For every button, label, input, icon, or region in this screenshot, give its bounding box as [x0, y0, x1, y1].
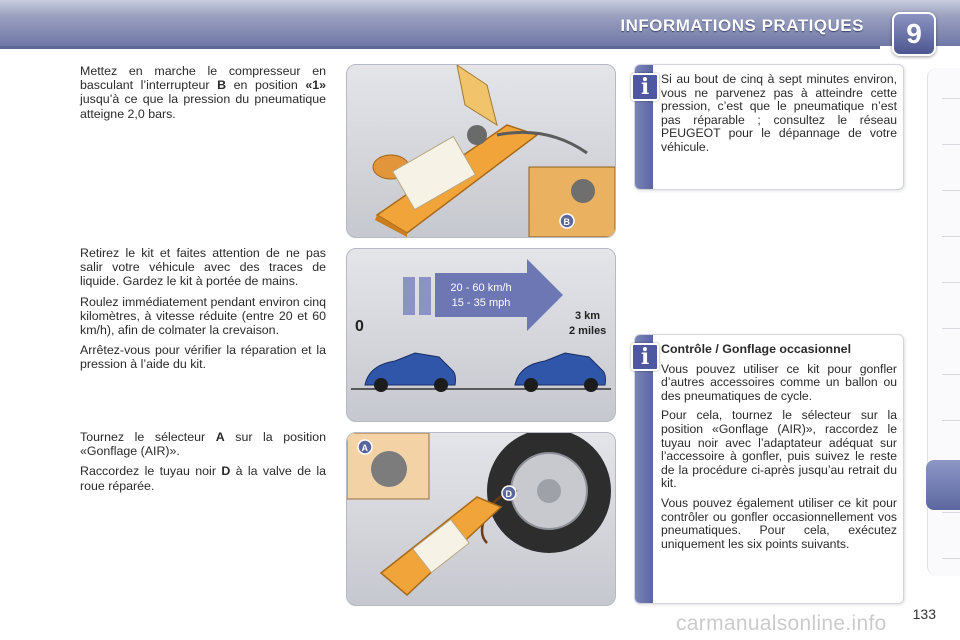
info-icon: i [631, 343, 659, 371]
info-paragraph: Vous pouvez utiliser ce kit pour gonfler d’autres accessoires comme un ballon ou des pneumatiques de cycle. [661, 361, 897, 403]
bullet-text: Mettez en marche le compresseur en basculant l’interrupteur [80, 64, 326, 93]
speed-kmh: 20 - 60 km/h [450, 282, 512, 294]
bullet-text: Tournez le sélecteur [80, 430, 216, 444]
bullet-text: jusqu’à ce que la pression du pneumatique atteigne 2,0 bars. [80, 92, 326, 121]
info-strip [635, 335, 653, 603]
info-text: Si au bout de cinq à sept minutes environ, vous ne parvenez pas à atteindre cette pression, c’est que le pneumatique n’est pas réparable ; consultez le réseau PEUGEOT pour le dépannage de votre véhicule. [661, 72, 897, 154]
bullet-item [58, 430, 326, 458]
label-d: D [505, 489, 512, 499]
bullet-text: sur la position «Gonflage (AIR)». [80, 430, 326, 459]
watermark: carmanualsonline.info [676, 612, 887, 635]
bold-reference: D [221, 464, 231, 479]
info-box-occasional-inflation [634, 334, 904, 604]
valve-connection-illustration [346, 432, 616, 606]
info-box-pressure-warning [634, 64, 904, 190]
tab-divider [942, 420, 960, 421]
bullet-group-selector [58, 430, 326, 499]
bold-reference: «1» [305, 78, 326, 93]
label-b: B [563, 217, 570, 227]
bullet-item [58, 464, 326, 492]
bullet-item [58, 246, 326, 289]
bullet-item [58, 295, 326, 338]
tab-divider [942, 374, 960, 375]
header-line [0, 46, 880, 49]
bullet-text: à la valve de la roue réparée. [80, 464, 326, 493]
info-paragraph: Pour cela, tournez le sélecteur sur la position «Gonflage (AIR)», raccordez le tuyau noir avec l’adaptateur adéquat sur l’accessoire à gonfler, puis suivez le reste de la procédure ci-après jusqu’au retrait du kit. [661, 408, 897, 491]
distance-miles: 2 miles [569, 325, 607, 337]
bullet-text: Roulez immédiatement pendant environ cinq kilomètres, à vitesse réduite (entre 20 et 60 km/h), afin de colmater la crevaison. [80, 294, 326, 338]
bullet-group-driving [58, 246, 326, 378]
speed-mph: 15 - 35 mph [451, 297, 511, 309]
info-title: Contrôle / Gonflage occasionnel [661, 342, 852, 356]
bold-reference: A [215, 430, 225, 444]
start-marker: 0 [355, 318, 364, 335]
bullet-text: Raccordez le tuyau noir [80, 464, 222, 479]
tab-divider [942, 282, 960, 283]
label-a: A [361, 443, 368, 453]
tab-divider [942, 144, 960, 145]
distance-km: 3 km [575, 310, 601, 322]
bullet-item [58, 343, 326, 371]
tab-divider [942, 236, 960, 237]
tab-divider [942, 190, 960, 191]
bold-reference: B [217, 78, 227, 93]
bullet-text: en position [226, 78, 306, 93]
active-chapter-tab[interactable] [926, 460, 960, 510]
page-number: 133 [912, 606, 936, 622]
page-title: INFORMATIONS PRATIQUES [620, 16, 864, 35]
tab-divider [942, 328, 960, 329]
tab-divider [942, 98, 960, 99]
bullet-group-compressor [58, 64, 326, 127]
chapter-number-badge: 9 [892, 12, 936, 56]
bullet-text: Retirez le kit et faites attention de ne pas salir votre véhicule avec des traces de liquide. Gardez le kit à portée de mains. [80, 246, 326, 289]
bullet-text: Arrêtez-vous pour vérifier la réparation et la pression à l’aide du kit. [80, 343, 326, 372]
tab-divider [942, 512, 960, 513]
compressor-illustration [346, 64, 616, 238]
driving-illustration [346, 248, 616, 422]
info-icon: i [631, 73, 659, 101]
info-paragraph: Vous pouvez également utiliser ce kit pour contrôler ou gonfler occasionnellement vos pneumatiques. Pour cela, exécutez uniquement les six points suivants. [661, 495, 897, 551]
tab-divider [942, 558, 960, 559]
bullet-item [58, 64, 326, 121]
